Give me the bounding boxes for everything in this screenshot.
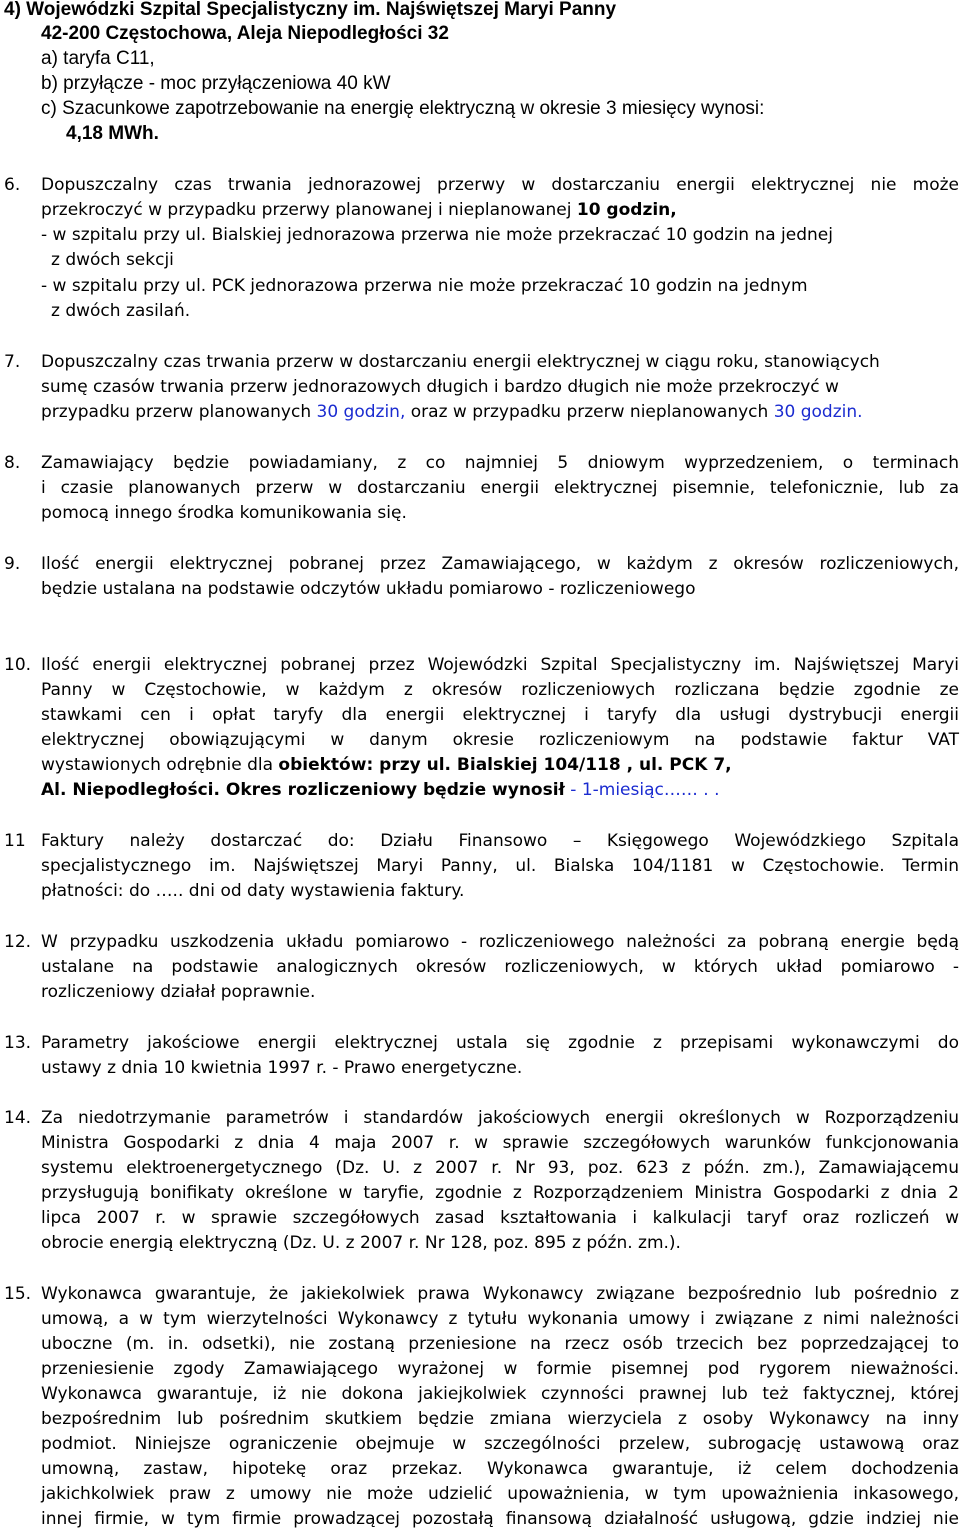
item4-demand-value: 4,18 MWh. — [66, 123, 159, 144]
item14-line4: przysługują bonifikaty określone w taryfie, zgodnie z Rozporządzeniem Ministra Gospodarki z dnia 2 — [41, 1183, 959, 1203]
item15-line10: innej firmie, w tym firmie prowadzącej pozostałą finansową działalność usługową, gdzie indziej nie — [41, 1509, 959, 1529]
item4-address: 42-200 Częstochowa, Aleja Niepodległości 32 — [41, 23, 449, 44]
item13-line2: ustawy z dnia 10 kwietnia 1997 r. - Prawo energetyczne. — [41, 1058, 523, 1078]
item9-number: 9. — [4, 554, 21, 574]
item8-line1: Zamawiający będzie powiadamiany, z co najmniej 5 dniowym wyprzedzeniem, o terminach — [41, 453, 959, 473]
item14-line5: lipca 2007 r. w sprawie szczegółowych zasad kształtowania i kalkulacji taryf oraz rozliczeń w — [41, 1208, 959, 1228]
item15-line5: Wykonawca gwarantuje, iż nie dokona jakiejkolwiek czynności prawnej lub też faktycznej, której — [41, 1384, 959, 1404]
item15-line6: bezpośrednim lub pośrednim skutkiem będzie zmiana wierzyciela z osoby Wykonawcy na inny — [41, 1409, 959, 1429]
item8-number: 8. — [4, 453, 21, 473]
item11-line2: specjalistycznego im. Najświętszej Maryi Panny, ul. Bialska 104/1181 w Częstochowie. Termin — [41, 856, 959, 876]
item10-line5: wystawionych odrębnie dla obiektów: przy ul. Bialskiej 104/118 , ul. PCK 7, — [41, 755, 732, 775]
item7-line1: Dopuszczalny czas trwania przerw w dostarczaniu energii elektrycznej w ciągu roku, stanowiących — [41, 352, 880, 372]
item15-line7: podmiot. Niniejsze ograniczenie obejmuje w szczególności przelew, subrogację ustawową oraz — [41, 1434, 959, 1454]
item6-line6: z dwóch zasilań. — [51, 301, 191, 321]
item6-number: 6. — [4, 175, 21, 195]
item11-number: 11 — [4, 831, 26, 851]
item4-tariff: a) taryfa C11, — [41, 48, 155, 69]
item12-line1: W przypadku uszkodzenia układu pomiarowo - rozliczeniowego należności za pobraną energie będą — [41, 932, 959, 952]
item4-connection: b) przyłącze - moc przyłączeniowa 40 kW — [41, 73, 391, 94]
item10-line6: Al. Niepodległości. Okres rozliczeniowy będzie wynosił - 1-miesiąc…… . . — [41, 780, 720, 800]
item10-line2: Panny w Częstochowie, w każdym z okresów rozliczeniowych rozliczana będzie zgodnie ze — [41, 680, 959, 700]
item10-line4: elektrycznej obowiązującymi w danym okresie rozliczeniowym na podstawie faktur VAT — [41, 730, 959, 750]
item6-line2: przekroczyć w przypadku przerwy planowanej i nieplanowanej 10 godzin, — [41, 200, 677, 220]
item6-line5: - w szpitalu przy ul. PCK jednorazowa przerwa nie może przekraczać 10 godzin na jednym — [41, 276, 808, 296]
item13-number: 13. — [4, 1033, 32, 1053]
item7-line3: przypadku przerw planowanych 30 godzin, oraz w przypadku przerw nieplanowanych 30 godzin. — [41, 402, 863, 422]
item14-line2: Ministra Gospodarki z dnia 4 maja 2007 r. w sprawie szczegółowych warunków funkcjonowania — [41, 1133, 959, 1153]
item6-line4: z dwóch sekcji — [51, 250, 174, 270]
item15-line8: umowną, zastaw, hipotekę oraz przekaz. Wykonawca gwarantuje, iż celem dochodzenia — [41, 1459, 959, 1479]
item15-line2: umową, a w tym wierzytelności Wykonawcy z tytułu wykonania umowy i związane z nimi należności — [41, 1309, 959, 1329]
item14-line1: Za niedotrzymanie parametrów i standardów jakościowych energii określonych w Rozporządzeniu — [41, 1108, 959, 1128]
item12-line2: ustalane na podstawie analogicznych okresów rozliczeniowych, w których układ pomiarowo - — [41, 957, 959, 977]
item9-line2: będzie ustalana na podstawie odczytów układu pomiarowo - rozliczeniowego — [41, 579, 696, 599]
item8-line2: i czasie planowanych przerw w dostarczaniu energii elektrycznej pisemnie, telefonicznie, lub za — [41, 478, 959, 498]
item15-line1: Wykonawca gwarantuje, że jakiekolwiek prawa Wykonawcy związane bezpośrednio lub pośrednio z — [41, 1284, 959, 1304]
item8-line3: pomocą innego środka komunikowania się. — [41, 503, 407, 523]
item12-line3: rozliczeniowy działał poprawnie. — [41, 982, 316, 1002]
item13-line1: Parametry jakościowe energii elektrycznej ustala się zgodnie z przepisami wykonawczymi do — [41, 1033, 959, 1053]
item7-number: 7. — [4, 352, 21, 372]
item10-number: 10. — [4, 655, 32, 675]
item9-line1: Ilość energii elektrycznej pobranej przez Zamawiającego, w każdym z okresów rozliczeniowych, — [41, 554, 959, 574]
item15-number: 15. — [4, 1284, 32, 1304]
item4-demand: c) Szacunkowe zapotrzebowanie na energię elektryczną w okresie 3 miesięcy wynosi: — [41, 98, 765, 119]
item15-line9: jakichkolwiek praw z umowy nie może udzielić upoważnienia, w tym upoważnienia inkasowego, — [41, 1484, 959, 1504]
item11-line3: płatności: do ….. dni od daty wystawienia faktury. — [41, 881, 465, 901]
item12-number: 12. — [4, 932, 32, 952]
item10-line3: stawkami cen i opłat taryfy dla energii elektrycznej i taryfy dla usługi dystrybucji energii — [41, 705, 959, 725]
item15-line3: uboczne (m. in. odsetki), nie zostaną przeniesione na rzecz osób trzecich bez poprzedzającej to — [41, 1334, 959, 1354]
item14-number: 14. — [4, 1108, 32, 1128]
item7-line2: sumę czasów trwania przerw jednorazowych długich i bardzo długich nie może przekroczyć w — [41, 377, 839, 397]
item4-heading: 4) Wojewódzki Szpital Specjalistyczny im. Najświętszej Maryi Panny — [4, 0, 617, 20]
item14-line3: systemu elektroenergetycznego (Dz. U. z 2007 r. Nr 93, poz. 623 z późn. zm.), Zamawiającemu — [41, 1158, 959, 1178]
item6-line3: - w szpitalu przy ul. Bialskiej jednorazowa przerwa nie może przekraczać 10 godzin na jednej — [41, 225, 833, 245]
item14-line6: obrocie energią elektryczną (Dz. U. z 2007 r. Nr 128, poz. 895 z późn. zm.). — [41, 1233, 681, 1253]
item6-line1: Dopuszczalny czas trwania jednorazowej przerwy w dostarczaniu energii elektrycznej nie może — [41, 175, 959, 195]
item10-line1: Ilość energii elektrycznej pobranej przez Wojewódzki Szpital Specjalistyczny im. Najświętszej Maryi — [41, 655, 959, 675]
item15-line4: przeniesienie zgody Zamawiającego wyrażonej w formie pisemnej pod rygorem nieważności. — [41, 1359, 959, 1379]
item11-line1: Faktury należy dostarczać do: Działu Finansowo – Księgowego Wojewódzkiego Szpitala — [41, 831, 959, 851]
